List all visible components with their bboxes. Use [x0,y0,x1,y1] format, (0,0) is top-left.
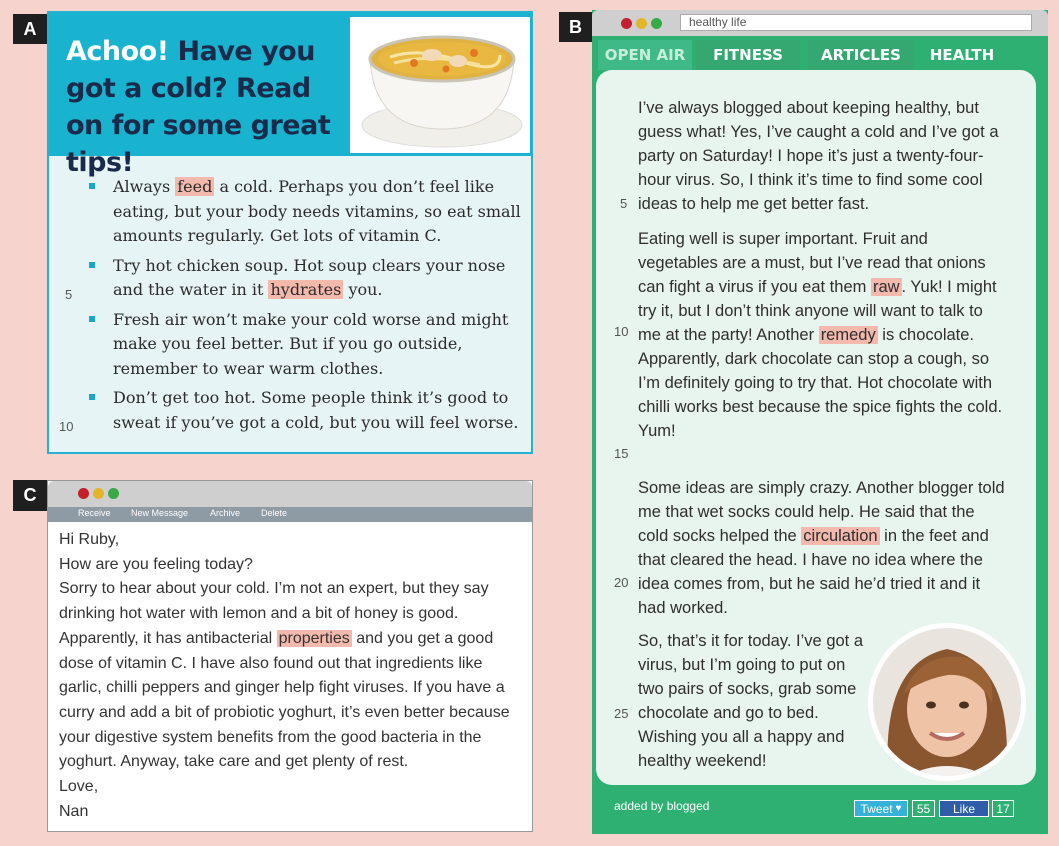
new-message-button[interactable]: New Message [131,508,189,518]
bullet-icon [89,262,95,268]
url-bar[interactable]: healthy life [680,14,1032,31]
paragraph-text: . Yuk! I might try it, but I don’t think anyone will want to talk to me at the party! Another [638,278,997,344]
email-paragraph [59,577,529,775]
highlighted-word: circulation [803,527,878,545]
line-number: 10 [614,324,629,339]
paragraph-text: Eating well is super important. Fruit and vegetables are a must, but I’ve read that onions can fight a virus if you eat them [638,230,986,296]
paragraph [638,227,1008,443]
highlighted-word: properties [278,629,350,647]
paragraph-text: Some ideas are simply crazy. Another blogger told me that wet socks could help. He said that the cold socks helped the [638,479,1005,545]
section-label-c: C [13,480,47,511]
email-text: Sorry to hear about your cold. I’m not an expert, but they say drinking hot water with lemon and a bit of honey is good. Apparently, it has antibacterial [59,580,489,647]
paragraph-text: is chocolate. Apparently, dark chocolate can stop a cough, so I’m definitely going to try that. Hot chocolate with chilli works best because the spice fights the cold. Yum! [638,326,1003,440]
tab-health[interactable]: HEALTH [918,40,1006,70]
tip-item [89,175,529,249]
bullet-icon [89,316,95,322]
highlighted-word: remedy [820,326,876,344]
email-body [59,528,529,824]
line-number: 5 [620,196,628,211]
article-title [66,33,356,181]
line-number: 15 [614,446,629,461]
paragraph: I’ve always blogged about keeping healthy, but guess what! Yes, I’ve caught a cold and I’ve got a party on Saturday! I hope it’s just a twenty-four-hour virus. So, I think it’s time to find some cool ideas to help me get better fast. [638,99,999,213]
tip-text: Try hot chicken soup. Hot soup clears your nose and the water in it [113,255,506,299]
maximize-dot-icon[interactable] [108,488,119,499]
section-label-b: B [559,12,592,42]
line-number: 5 [65,287,73,302]
line-number: 20 [614,575,629,590]
blog-window [592,10,1048,834]
email-chrome [48,481,532,507]
highlighted-word: raw [872,278,900,296]
tip-text: Fresh air won’t make your cold worse and might make you feel better. But if you go outside, remember to wear warm clothes. [113,309,509,378]
line-number: 25 [614,706,629,721]
email-window [47,480,533,832]
browser-chrome [592,10,1048,36]
tip-item [89,254,529,303]
maximize-dot-icon[interactable] [651,18,662,29]
soup-image [350,17,530,153]
tab-articles[interactable]: ARTICLES [808,40,914,70]
archive-button[interactable]: Archive [210,508,241,518]
article-header [49,13,531,178]
close-dot-icon[interactable] [78,488,89,499]
email-greeting: Hi Ruby, [59,531,120,548]
tweet-count: 55 [912,800,935,817]
paragraph-text: in the feet and that cleared the head. I have no idea where the idea comes from, but he said he’d tried it and it had worked. [638,527,989,617]
tip-text: Always [113,177,176,196]
delete-button[interactable]: Delete [261,508,288,518]
minimize-dot-icon[interactable] [636,18,647,29]
close-dot-icon[interactable] [621,18,632,29]
minimize-dot-icon[interactable] [93,488,104,499]
like-button[interactable]: Like [939,800,989,817]
footer-credit: added by blogged [614,799,710,813]
title-exclaim: Achoo! [66,36,169,67]
highlighted-word: feed [177,177,213,196]
email-text: and you get a good dose of vitamin C. I have also found out that ingredients like garlic, chilli peppers and ginger help fight viruses. If you have a curry and add a bit of probiotic yoghurt, it’s even better because your digestive system benefits from the good bacteria in the yoghurt. Anyway, take care and get plenty of rest. [59,629,510,771]
paragraph [638,476,1008,620]
tip-item [89,386,529,435]
bird-icon: ♥ [895,803,902,814]
tweet-label: Tweet [860,801,893,816]
tip-text: a cold. Perhaps you don’t feel like eating, but your body needs vitamins, so eat small amounts regularly. Get lots of vitamin C. [113,177,521,245]
tips-list [89,175,529,440]
tab-fitness[interactable]: FITNESS [696,40,800,70]
tab-open-air[interactable]: OPEN AIR [598,40,692,70]
tips-article [47,11,533,454]
title-rest: Have you got a cold? Read on for some great tips! [66,36,331,178]
receive-button[interactable]: Receive [78,508,111,518]
tip-item [89,308,529,382]
bullet-icon [89,183,95,189]
highlighted-word: hydrates [270,280,342,299]
email-line: How are you feeling today? [59,555,253,573]
tip-text: you. [343,280,383,299]
email-toolbar [48,507,532,522]
blog-content [596,70,1036,785]
tip-text: Don’t get too hot. Some people think it’s good to sweat if you’ve got a cold, but you will feel worse. [113,388,519,432]
email-signature: Nan [59,802,89,820]
section-label-a: A [13,14,47,44]
paragraph: So, that’s it for today. I’ve got a virus, but I’m going to put on two pairs of socks, grab some chocolate and go to bed. Wishing you all a happy and healthy weekend! [638,632,864,770]
like-count: 17 [992,800,1014,817]
line-number: 10 [59,419,74,434]
blogger-photo [868,623,1026,781]
email-closing: Love, [59,778,99,796]
tweet-button[interactable] [854,800,908,817]
bullet-icon [89,394,95,400]
